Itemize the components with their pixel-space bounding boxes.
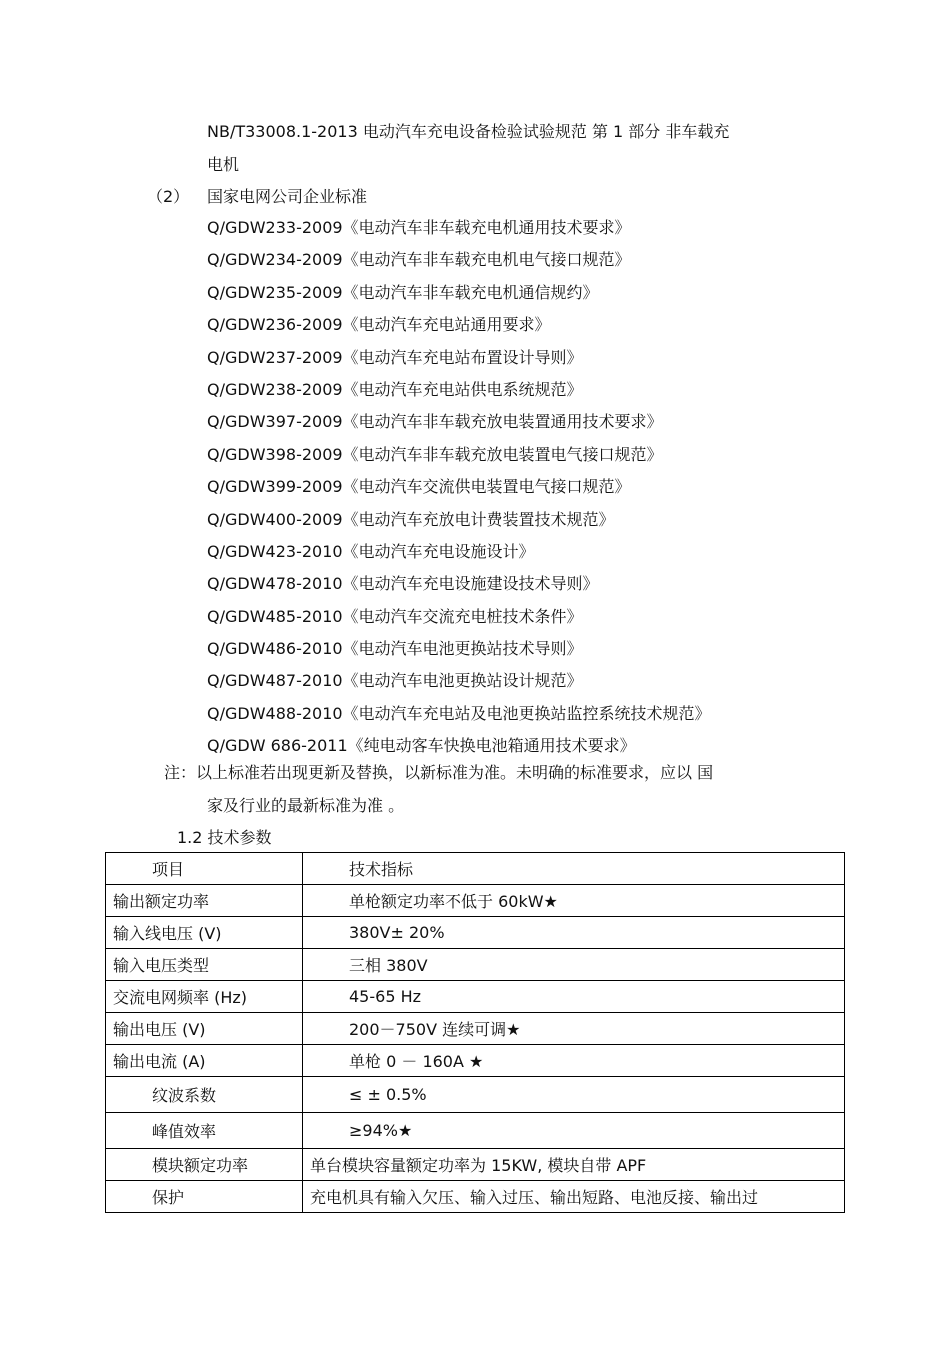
param-value: ≥94%★ bbox=[303, 1113, 845, 1149]
param-name: 输出电压 (V) bbox=[106, 1013, 303, 1045]
params-heading: 1.2 技术参数 bbox=[177, 828, 272, 847]
param-name: 峰值效率 bbox=[106, 1113, 303, 1149]
standard-item: Q/GDW487-2010《电动汽车电池更换站设计规范》 bbox=[207, 671, 583, 691]
header-item: 项目 bbox=[106, 853, 303, 885]
param-value: 单枪 0 － 160A ★ bbox=[303, 1045, 845, 1077]
standard-item: Q/GDW399-2009《电动汽车交流供电装置电气接口规范》 bbox=[207, 477, 631, 497]
table-row bbox=[106, 885, 845, 917]
table-row bbox=[106, 1045, 845, 1077]
param-name: 保护 bbox=[106, 1181, 303, 1213]
standard-item: Q/GDW488-2010《电动汽车充电站及电池更换站监控系统技术规范》 bbox=[207, 703, 711, 723]
table-row bbox=[106, 917, 845, 949]
standard-item: Q/GDW234-2009《电动汽车非车载充电机电气接口规范》 bbox=[207, 250, 631, 270]
standard-item: Q/GDW486-2010《电动汽车电池更换站技术导则》 bbox=[207, 639, 583, 659]
param-value: 充电机具有输入欠压、输入过压、输出短路、电池反接、输出过 bbox=[303, 1181, 845, 1213]
nbt-standard-line1: NB/T33008.1-2013 电动汽车充电设备检验试验规范 第 1 部分 非车载充 bbox=[207, 122, 730, 141]
standard-item: Q/GDW485-2010《电动汽车交流充电桩技术条件》 bbox=[207, 606, 583, 626]
standard-item: Q/GDW398-2009《电动汽车非车载充放电装置电气接口规范》 bbox=[207, 444, 663, 464]
header-spec: 技术指标 bbox=[303, 853, 845, 885]
param-value: 45-65 Hz bbox=[303, 981, 845, 1013]
param-name: 模块额定功率 bbox=[106, 1149, 303, 1181]
section-number: （2） bbox=[147, 187, 190, 206]
param-value: 三相 380V bbox=[303, 949, 845, 981]
note-line2: 家及行业的最新标准为准 。 bbox=[207, 796, 405, 815]
table-row bbox=[106, 1149, 845, 1181]
table-row bbox=[106, 1013, 845, 1045]
table-row bbox=[106, 949, 845, 981]
table-row bbox=[106, 1181, 845, 1213]
param-value: ≤ ± 0.5% bbox=[303, 1077, 845, 1113]
param-name: 纹波系数 bbox=[106, 1077, 303, 1113]
standard-item: Q/GDW397-2009《电动汽车非车载充放电装置通用技术要求》 bbox=[207, 412, 663, 432]
standards-list bbox=[207, 217, 711, 768]
standard-item: Q/GDW236-2009《电动汽车充电站通用要求》 bbox=[207, 315, 551, 335]
param-value: 380V± 20% bbox=[303, 917, 845, 949]
standard-item: Q/GDW400-2009《电动汽车充放电计费装置技术规范》 bbox=[207, 509, 615, 529]
param-name: 输出额定功率 bbox=[106, 885, 303, 917]
param-name: 输出电流 (A) bbox=[106, 1045, 303, 1077]
standard-item: Q/GDW238-2009《电动汽车充电站供电系统规范》 bbox=[207, 379, 583, 399]
param-name: 输入线电压 (V) bbox=[106, 917, 303, 949]
table-row bbox=[106, 1077, 845, 1113]
param-value: 单台模块容量额定功率为 15KW, 模块自带 APF bbox=[303, 1149, 845, 1181]
table-row bbox=[106, 1113, 845, 1149]
param-value: 200－750V 连续可调★ bbox=[303, 1013, 845, 1045]
standard-item: Q/GDW235-2009《电动汽车非车载充电机通信规约》 bbox=[207, 282, 599, 302]
param-name: 交流电网频率 (Hz) bbox=[106, 981, 303, 1013]
standard-item: Q/GDW237-2009《电动汽车充电站布置设计导则》 bbox=[207, 347, 583, 367]
table-row bbox=[106, 981, 845, 1013]
param-value: 单枪额定功率不低于 60kW★ bbox=[303, 885, 845, 917]
note-line1: 注：以上标准若出现更新及替换，以新标准为准。未明确的标准要求，应以 国 bbox=[164, 763, 714, 782]
param-name: 输入电压类型 bbox=[106, 949, 303, 981]
standard-item: Q/GDW478-2010《电动汽车充电设施建设技术导则》 bbox=[207, 574, 599, 594]
table-header-row bbox=[106, 853, 845, 885]
standard-item: Q/GDW 686-2011《纯电动客车快换电池箱通用技术要求》 bbox=[207, 736, 636, 756]
standard-item: Q/GDW423-2010《电动汽车充电设施设计》 bbox=[207, 541, 535, 561]
nbt-standard-line2: 电机 bbox=[207, 155, 240, 174]
standard-item: Q/GDW233-2009《电动汽车非车载充电机通用技术要求》 bbox=[207, 218, 631, 237]
section-title: 国家电网公司企业标准 bbox=[207, 187, 368, 206]
technical-params-table bbox=[105, 852, 845, 1213]
